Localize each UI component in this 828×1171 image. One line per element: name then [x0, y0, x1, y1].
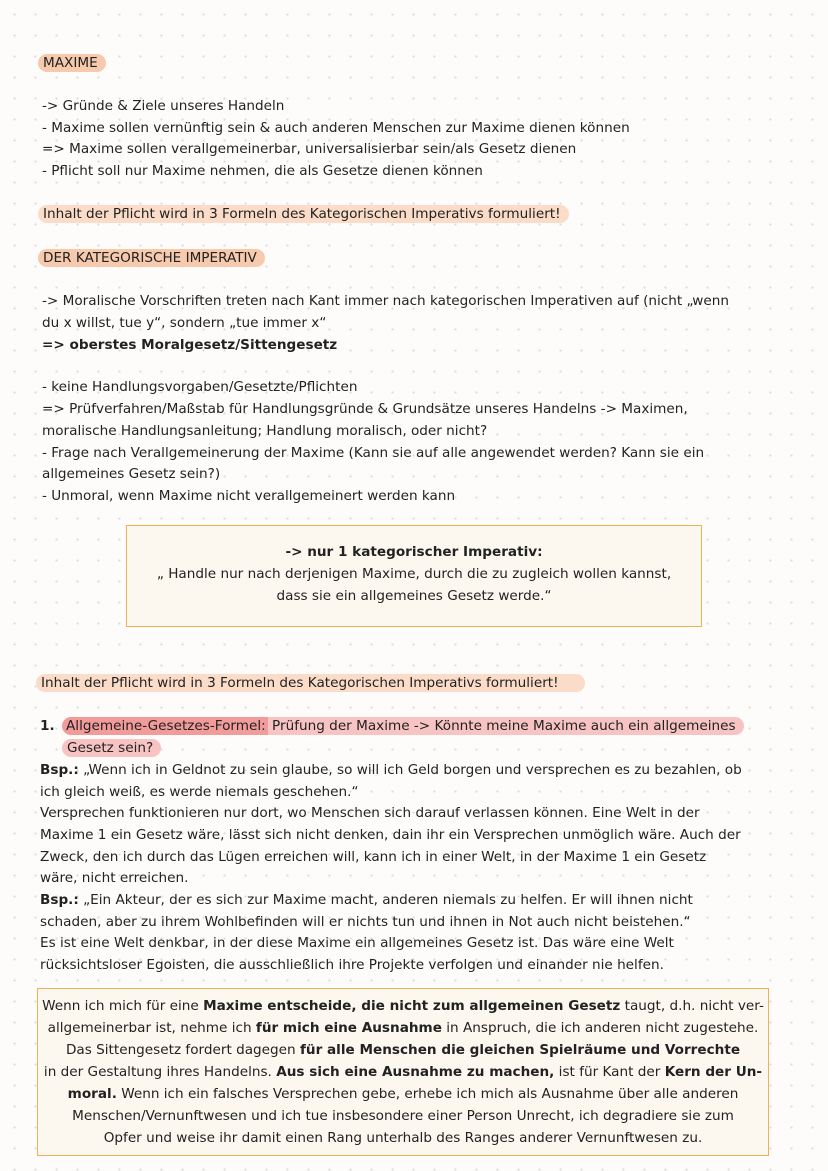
text-line: schaden, aber zu ihrem Wohlbefinden will er nichts tun und ihnen in Not auch nicht beistehen.“ [40, 914, 691, 930]
box-title: -> nur 1 kategorischer Imperativ: [285, 544, 543, 560]
example-line: Bsp.: „Wenn ich in Geldnot zu sein glaube, so will ich Geld borgen und versprechen es zu bezahlen, ob [40, 762, 742, 778]
box-quote-line: „ Handle nur nach derjenigen Maxime, durch die zu zugleich wollen kannst, [156, 566, 672, 582]
bsp-label: Bsp.: [40, 892, 79, 908]
formula-line-2: Gesetz sein? [62, 738, 161, 758]
text-line: rücksichtsloser Egoisten, die ausschließlich ihre Projekte verfolgen und einander nie helfen. [40, 957, 664, 973]
text-line: wäre, nicht erreichen. [40, 870, 189, 886]
text-line: moralische Handlungsanleitung; Handlung moralisch, oder nicht? [42, 423, 488, 439]
box-line: in der Gestaltung ihres Handelns. Aus sich eine Ausnahme zu machen, ist für Kant der Kern der Un- [43, 1064, 763, 1080]
text-line: Versprechen funktionieren nur dort, wo Menschen sich darauf verlassen können. Eine Welt in der [40, 805, 700, 821]
box-line: moral. Wenn ich ein falsches Versprechen gebe, erhebe ich mich als Ausnahme über alle anderen [67, 1086, 739, 1102]
box-line: Das Sittengesetz fordert dagegen für alle Menschen die gleichen Spielräume und Vorrechte [65, 1042, 741, 1058]
example-line: Bsp.: „Ein Akteur, der es sich zur Maxime macht, anderen niemals zu helfen. Er will ihnen nicht [40, 892, 693, 908]
text-line: => Maxime sollen verallgemeinerbar, universalisierbar sein/als Gesetz dienen [42, 141, 577, 157]
text-line: Zweck, den ich durch das Lügen erreichen will, kann ich in einer Welt, in der Maxime 1 ein Gesetz [40, 849, 707, 865]
box-line: Opfer und weise ihr damit einen Rang unterhalb des Ranges anderer Vernunftwesen zu. [103, 1130, 703, 1146]
bsp-label: Bsp.: [40, 762, 79, 778]
text-line-bold: => oberstes Moralgesetz/Sittengesetz [42, 337, 338, 353]
text-line: allgemeines Gesetz sein?) [42, 466, 221, 482]
text-line: ich gleich weiß, es werde niemals geschehen.“ [40, 784, 359, 800]
box-line: Wenn ich mich für eine Maxime entscheide, die nicht zum allgemeinen Gesetz taugt, d.h. nicht ver- [42, 998, 764, 1014]
formula-name: Allgemeine-Gesetzes-Formel: [62, 717, 268, 735]
conclusion-box [37, 988, 769, 1156]
item-number: 1. [40, 718, 55, 734]
summary-highlight: Inhalt der Pflicht wird in 3 Formeln des Kategorischen Imperativs formuliert! [38, 204, 569, 224]
text-line: - Maxime sollen vernünftig sein & auch anderen Menschen zur Maxime dienen können [42, 120, 630, 136]
text-line: Maxime 1 ein Gesetz wäre, lässt sich nicht denken, dain ihr ein Versprechen unmöglich wäre. Auch der [40, 827, 741, 843]
text-line: du x willst, tue y“, sondern „tue immer x“ [42, 315, 327, 331]
imperative-box [126, 525, 702, 627]
text-line: -> Moralische Vorschriften treten nach Kant immer nach kategorischen Imperativen auf (nicht „wenn [42, 293, 729, 309]
heading-maxime: MAXIME [38, 53, 106, 73]
text-line: - Unmoral, wenn Maxime nicht verallgemeinert werden kann [42, 488, 456, 504]
text-line: - keine Handlungsvorgaben/Gesetzte/Pflichten [42, 379, 358, 395]
text-line: => Prüfverfahren/Maßstab für Handlungsgründe & Grundsätze unseres Handelns -> Maximen, [42, 401, 688, 417]
box-line: Menschen/Vernunftwesen und ich tue insbesondere einer Person Unrecht, ich degradiere sie zum [72, 1108, 734, 1124]
text-line: - Pflicht soll nur Maxime nehmen, die als Gesetze dienen können [42, 163, 483, 179]
formula-text: Prüfung der Maxime -> Könnte meine Maxime auch ein allgemeines [268, 717, 744, 735]
box-quote-line: dass sie ein allgemeines Gesetz werde.“ [276, 588, 552, 604]
text-line: -> Gründe & Ziele unseres Handeln [42, 98, 285, 114]
heading-kategorischer-imperativ: DER KATEGORISCHE IMPERATIV [38, 248, 265, 268]
box-line: allgemeinerbar ist, nehme ich für mich eine Ausnahme in Anspruch, die ich anderen nicht zugestehe. [47, 1020, 759, 1036]
text-line: Es ist eine Welt denkbar, in der diese Maxime ein allgemeines Gesetz ist. Das wäre eine Welt [40, 935, 674, 951]
formula-line [40, 716, 744, 736]
text-line: - Frage nach Verallgemeinerung der Maxime (Kann sie auf alle angewendet werden? Kann sie ein [42, 445, 705, 461]
summary-highlight: Inhalt der Pflicht wird in 3 Formeln des Kategorischen Imperativs formuliert! [36, 673, 585, 693]
